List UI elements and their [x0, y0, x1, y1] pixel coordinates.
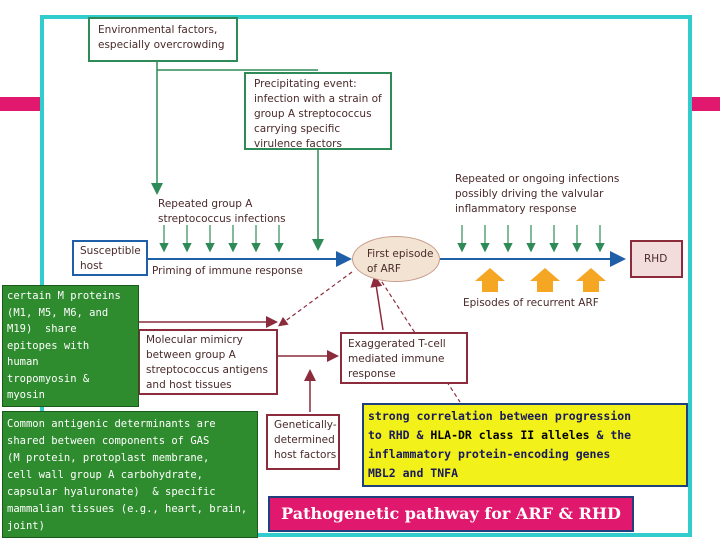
mimicry-line: Molecular mimicry [146, 334, 243, 346]
antigenic-line: shared between components of GAS [7, 435, 210, 447]
m-proteins-line: tropomyosin & [7, 372, 90, 385]
repeated-gas-label [158, 197, 286, 227]
genetic-factors-box [266, 414, 340, 470]
molecular-mimicry-box [138, 329, 278, 395]
m-proteins-line: (M1, M5, M6, and [7, 306, 109, 319]
recurrent-arrow [530, 268, 560, 292]
first-arf-line: First episode [367, 248, 434, 260]
genetic-correlation-note [362, 403, 688, 487]
mimicry-line: and host tissues [146, 379, 232, 391]
mimicry-line: streptococcus antigens [146, 364, 268, 376]
m-proteins-line: epitopes with [7, 339, 90, 352]
m-proteins-note [2, 285, 139, 407]
antigenic-line: (M protein, protoplast membrane, [7, 452, 210, 464]
recurrent-arrow [475, 268, 505, 292]
susceptible-line: Susceptible [80, 245, 141, 257]
first-arf-circle [352, 236, 440, 282]
rhd-box: RHD [630, 240, 683, 278]
mimicry-line: between group A [146, 349, 236, 361]
arrow-tcell-to-arf [375, 278, 383, 330]
correlation-text: to RHD & [368, 428, 431, 442]
genetic-line: host factors [274, 449, 337, 461]
m-proteins-line: myosin [7, 389, 45, 401]
ongoing-infections-label [455, 172, 619, 217]
susceptible-host-box [72, 240, 148, 276]
genes-text: MBL2 and TNFA [368, 466, 459, 480]
environmental-factors-box [88, 17, 238, 62]
antigenic-line: joint) [7, 520, 45, 532]
correlation-line [368, 426, 682, 445]
first-arf-line: of ARF [367, 263, 401, 275]
tcell-line: response [348, 368, 396, 380]
ongoing-line: possibly driving the valvular [455, 188, 604, 200]
antigenic-line: mammalian tissues (e.g., heart, brain, [7, 503, 248, 515]
correlation-line: inflammatory protein-encoding genes [368, 447, 611, 461]
priming-label: Priming of immune response [152, 265, 303, 277]
antigenic-line: capsular hyaluronate) & specific [7, 486, 216, 498]
repeated-gas-line: streptococcus infections [158, 213, 286, 225]
tcell-line: Exaggerated T-cell [348, 338, 446, 350]
recurrent-arrow [576, 268, 606, 292]
genetic-line: Genetically- [274, 419, 337, 431]
m-proteins-line: certain M proteins [7, 290, 121, 302]
antigenic-determinants-note [2, 411, 258, 538]
m-proteins-line: M19) share [7, 323, 77, 335]
hla-alleles-text: HLA-DR class II alleles [430, 428, 590, 442]
antigenic-line: Common antigenic determinants are [7, 418, 216, 430]
correlation-line: strong correlation between progression [368, 409, 632, 423]
genetic-line: determined [274, 434, 335, 446]
precipitating-line: virulence factors [254, 138, 342, 150]
ongoing-line: inflammatory response [455, 203, 577, 215]
ongoing-line: Repeated or ongoing infections [455, 173, 620, 185]
slide-title: Pathogenetic pathway for ARF & RHD [268, 496, 634, 532]
precipitating-event-box [244, 72, 392, 150]
correlation-text: & the [589, 428, 632, 442]
tcell-response-box [340, 332, 468, 384]
precipitating-line: Precipitating event: [254, 78, 357, 90]
repeated-gas-line: Repeated group A [158, 198, 253, 210]
env-factors-line: Environmental factors, [98, 24, 218, 36]
recurrent-arf-label: Episodes of recurrent ARF [463, 297, 599, 309]
dashed-link [280, 272, 352, 325]
precipitating-line: infection with a strain of [254, 93, 382, 105]
tcell-line: mediated immune [348, 353, 445, 365]
antigenic-line: cell wall group A carbohydrate, [7, 469, 203, 481]
susceptible-line: host [80, 260, 103, 272]
env-factors-line: especially overcrowding [98, 39, 225, 51]
precipitating-line: carrying specific [254, 123, 341, 135]
precipitating-line: group A streptococcus [254, 108, 372, 120]
m-proteins-line: human [7, 356, 39, 368]
